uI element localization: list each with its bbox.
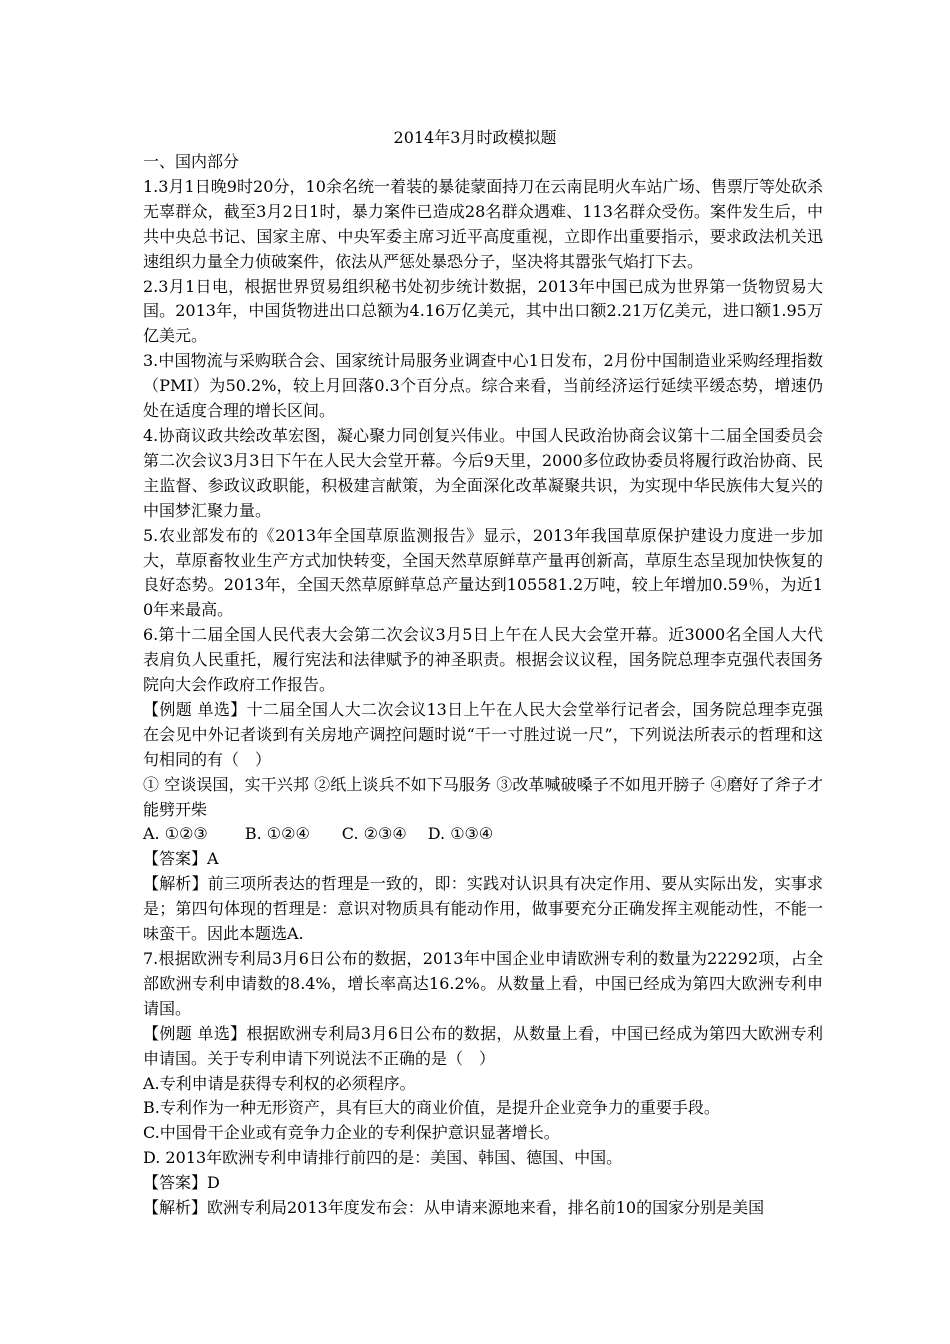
example-statements-1: ① 空谈误国，实干兴邦 ②纸上谈兵不如下马服务 ③改革喊破嗓子不如甩开膀子 ④磨好了斧子才能劈开柴: [143, 774, 823, 819]
news-item-2: 2.3月1日电，根据世界贸易组织秘书处初步统计数据，2013年中国已成为世界第一货物贸易大国。2013年，中国货物进出口总额为4.16万亿美元，其中出口额2.21万亿美元，进口额1.95万亿美元。: [143, 276, 823, 346]
option-b: B.专利作为一种无形资产，具有巨大的商业价值，是提升企业竞争力的重要手段。: [143, 1098, 720, 1118]
example-question-1: 【例题 单选】十二届全国人大二次会议13日上午在人民大会堂举行记者会，国务院总理李克强在会见中外记者谈到有关房地产调控问题时说“干一寸胜过说一尺”，下列说法所表示的哲理和这句相同的有（ ）: [143, 699, 823, 769]
section-heading: 一、国内部分: [143, 152, 240, 171]
answer-2: 【答案】D: [143, 1173, 220, 1193]
news-item-4: 4.协商议政共绘改革宏图，凝心聚力同创复兴伟业。中国人民政治协商会议第十二届全国委员会第二次会议3月3日下午在人民大会堂开幕。今后9天里，2000多位政协委员将履行政治协商、民主监督、参政议政职能，积极建言献策，为全面深化改革凝聚共识，为实现中华民族伟大复兴的中国梦汇聚力量。: [143, 425, 823, 520]
document-body: [143, 150, 823, 1221]
option-a: A.专利申请是获得专利权的必须程序。: [143, 1073, 416, 1093]
example-question-2: 【例题 单选】根据欧洲专利局3月6日公布的数据，从数量上看，中国已经成为第四大欧洲专利申请国。关于专利申请下列说法不正确的是（ ）: [143, 1023, 823, 1068]
analysis-2: 【解析】欧洲专利局2013年度发布会：从申请来源地来看，排名前10的国家分别是美国: [143, 1198, 765, 1218]
news-item-5: 5.农业部发布的《2013年全国草原监测报告》显示，2013年我国草原保护建设力度进一步加大，草原畜牧业生产方式加快转变，全国天然草原鲜草产量再创新高，草原生态呈现加快恢复的良好态势。2013年，全国天然草原鲜草总产量达到105581.2万吨，较上年增加0.59％，为近10年来最高。: [143, 525, 823, 620]
news-item-3: 3.中国物流与采购联合会、国家统计局服务业调查中心1日发布，2月份中国制造业采购经理指数（PMI）为50.2%，较上月回落0.3个百分点。综合来看，当前经济运行延续平缓态势，增速仍处在适度合理的增长区间。: [143, 351, 823, 421]
news-item-6: 6.第十二届全国人民代表大会第二次会议3月5日上午在人民大会堂开幕。近3000名全国人大代表肩负人民重托，履行宪法和法律赋予的神圣职责。根据会议议程，国务院总理李克强代表国务院向大会作政府工作报告。: [143, 625, 823, 695]
option-d: D. 2013年欧洲专利申请排行前四的是：美国、韩国、德国、中国。: [143, 1148, 623, 1168]
news-item-7: 7.根据欧洲专利局3月6日公布的数据，2013年中国企业申请欧洲专利的数量为22292项，占全部欧洲专利申请数的8.4%，增长率高达16.2%。从数量上看，中国已经成为第四大欧洲专利申请国。: [143, 949, 823, 1018]
answer-1: 【答案】A: [143, 849, 219, 869]
option-c: C.中国骨干企业或有竞争力企业的专利保护意识显著增长。: [143, 1123, 560, 1143]
news-item-1: 1.3月1日晚9时20分，10余名统一着装的暴徒蒙面持刀在云南昆明火车站广场、售票厅等处砍杀无辜群众，截至3月2日1时，暴力案件已造成28名群众遇难、113名群众受伤。案件发生后，中共中央总书记、国家主席、中央军委主席习近平高度重视，立即作出重要指示，要求政法机关迅速组织力量全力侦破案件，依法从严惩处暴恐分子，坚决将其嚣张气焰打下去。: [143, 176, 823, 271]
example-options-1: A. ①②③ B. ①②④ C. ②③④ D. ①③④: [143, 824, 494, 844]
analysis-1: 【解析】前三项所表达的哲理是一致的，即：实践对认识具有决定作用、要从实际出发，实事求是；第四句体现的哲理是：意识对物质具有能动作用，做事要充分正确发挥主观能动性，不能一味蛮干。因此本题选A.: [143, 874, 823, 944]
document-title: 2014年3月时政模拟题: [393, 128, 557, 147]
